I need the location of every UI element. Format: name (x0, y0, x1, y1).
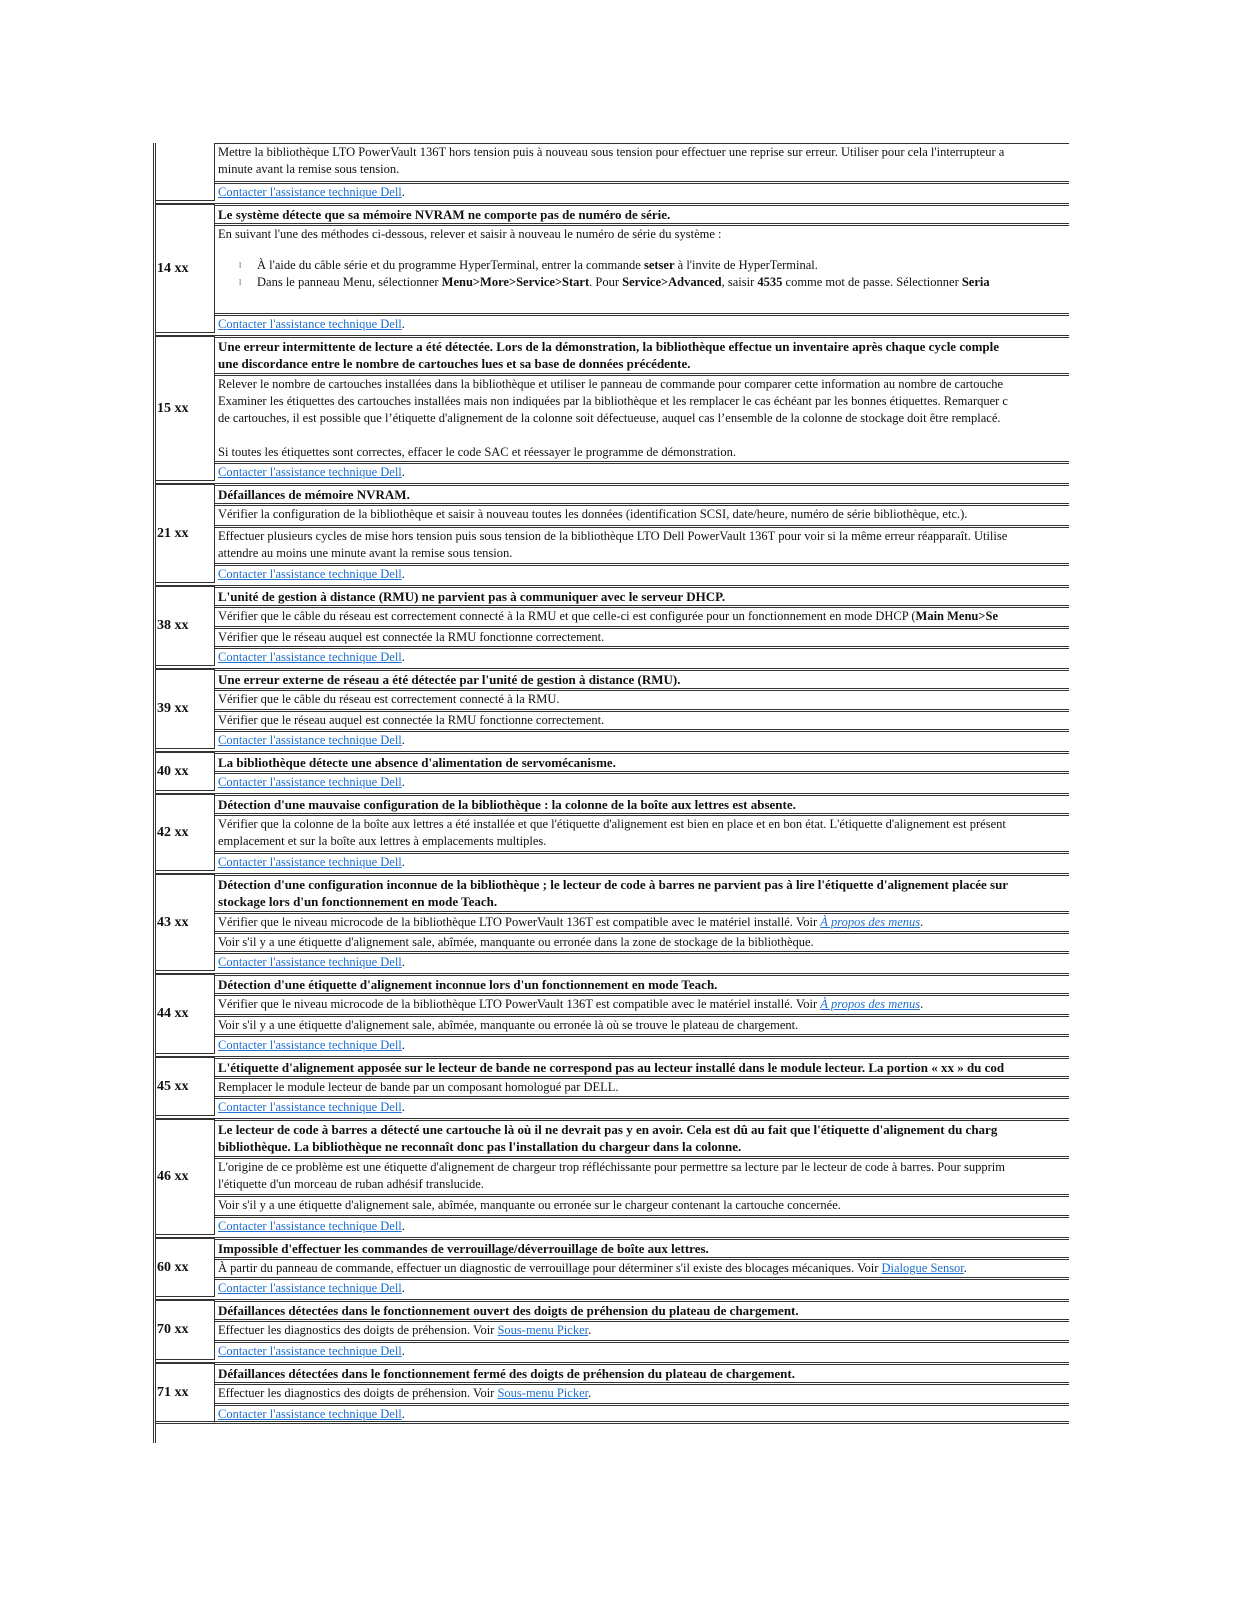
error-description: La bibliothèque détecte une absence d'alimentation de servomécanisme. (215, 751, 1069, 771)
support-cell: Contacter l'assistance technique Dell. (215, 1403, 1069, 1424)
error-description: L'étiquette d'alignement apposée sur le lecteur de bande ne correspond pas au lecteur installé dans le module lecteur. La portion « xx » du cod (215, 1056, 1069, 1076)
contact-support-link[interactable]: Contacter l'assistance technique Dell (218, 1344, 402, 1358)
error-code: 43 xx (156, 873, 215, 971)
action-text: minute avant la remise sous tension. (218, 162, 400, 176)
action-cell: Effectuer plusieurs cycles de mise hors tension puis sous tension de la bibliothèque LTO Dell PowerVault 136T pour voir si la même erreur réapparaît. Utilise attendre au moins une minute avant la remise sous tension. (215, 525, 1069, 563)
contact-support-link[interactable]: Contacter l'assistance technique Dell (218, 317, 402, 331)
action-cell: Vérifier que la colonne de la boîte aux lettres a été installée et que l'étiquette d'alignement est bien en place et en bon état. L'étiquette d'alignement est présent emplacement et sur la boîte aux lettres à emplacements multiples. (215, 813, 1069, 851)
error-code-table (153, 143, 1069, 1443)
table-row (153, 335, 1069, 481)
table-row (153, 668, 1069, 749)
action-cell: Effectuer les diagnostics des doigts de préhension. Voir Sous-menu Picker. (215, 1319, 1069, 1340)
error-code: 15 xx (156, 335, 215, 481)
support-cell: Contacter l'assistance technique Dell. (215, 1277, 1069, 1297)
action-cell: Vérifier la configuration de la bibliothèque et saisir à nouveau toutes les données (identification SCSI, date/heure, numéro de série bibliothèque, etc.). (215, 503, 1069, 525)
contact-support-link[interactable]: Contacter l'assistance technique Dell (218, 1281, 402, 1295)
table-row (153, 1056, 1069, 1116)
error-code: 71 xx (156, 1362, 215, 1424)
contact-support-link[interactable]: Contacter l'assistance technique Dell (218, 185, 402, 199)
support-cell: Contacter l'assistance technique Dell. (215, 951, 1069, 971)
error-description: Impossible d'effectuer les commandes de verrouillage/déverrouillage de boîte aux lettres. (215, 1237, 1069, 1257)
contact-support-link[interactable]: Contacter l'assistance technique Dell (218, 1407, 402, 1421)
action-cell: Voir s'il y a une étiquette d'alignement sale, abîmée, manquante ou erronée là où se trouve le plateau de chargement. (215, 1014, 1069, 1034)
error-code: 45 xx (156, 1056, 215, 1116)
about-menus-link[interactable]: À propos des menus (820, 915, 921, 929)
picker-submenu-link[interactable]: Sous-menu Picker (497, 1323, 589, 1337)
table-row (153, 793, 1069, 871)
error-description: Le système détecte que sa mémoire NVRAM ne comporte pas de numéro de série. (215, 203, 1069, 223)
contact-support-link[interactable]: Contacter l'assistance technique Dell (218, 1038, 402, 1052)
error-code: 14 xx (156, 203, 215, 333)
support-cell: Contacter l'assistance technique Dell. (215, 1034, 1069, 1054)
action-cell: À partir du panneau de commande, effectuer un diagnostic de verrouillage pour déterminer s'il existe des blocages mécaniques. Voir Dialogue Sensor. (215, 1257, 1069, 1277)
bullet-icon: l (239, 261, 242, 270)
action-cell: Remplacer le module lecteur de bande par un composant homologué par DELL. (215, 1076, 1069, 1096)
error-code: 21 xx (156, 483, 215, 583)
bullet-item: l Dans le panneau Menu, sélectionner Menu>More>Service>Start. Pour Service>Advanced, saisir 4535 comme mot de passe. Sélectionner Seria (239, 275, 990, 289)
contact-support-link[interactable]: Contacter l'assistance technique Dell (218, 775, 402, 789)
action-cell: Vérifier que le réseau auquel est connectée la RMU fonctionne correctement. (215, 626, 1069, 646)
table-row (153, 1299, 1069, 1360)
action-cell: Vérifier que le réseau auquel est connectée la RMU fonctionne correctement. (215, 709, 1069, 729)
table-row (153, 585, 1069, 666)
action-cell: Vérifier que le niveau microcode de la bibliothèque LTO PowerVault 136T est compatible avec le matériel installé. Voir À propos des menus. (215, 993, 1069, 1014)
error-description: Détection d'une étiquette d'alignement inconnue lors d'un fonctionnement en mode Teach. (215, 973, 1069, 993)
table-row-continuation (153, 143, 1069, 201)
error-description: Une erreur intermittente de lecture a été détectée. Lors de la démonstration, la bibliothèque effectue un inventaire après chaque cycle comple une discordance entre le nombre de cartouches lues et sa base de données précédente. (215, 335, 1069, 373)
support-cell: Contacter l'assistance technique Dell. (215, 771, 1069, 791)
error-description: Détection d'une mauvaise configuration de la bibliothèque : la colonne de la boîte aux lettres est absente. (215, 793, 1069, 813)
error-code: 46 xx (156, 1118, 215, 1235)
error-code: 40 xx (156, 751, 215, 791)
error-code: 38 xx (156, 585, 215, 666)
error-description: Défaillances de mémoire NVRAM. (215, 483, 1069, 503)
table-row (153, 1362, 1069, 1424)
contact-support-link[interactable]: Contacter l'assistance technique Dell (218, 733, 402, 747)
support-cell: Contacter l'assistance technique Dell. (215, 1096, 1069, 1116)
bullet-icon: l (239, 278, 242, 287)
table-row (153, 1118, 1069, 1235)
support-cell: Contacter l'assistance technique Dell. (215, 313, 1069, 333)
contact-support-link[interactable]: Contacter l'assistance technique Dell (218, 855, 402, 869)
action-text: En suivant l'une des méthodes ci-dessous, relever et saisir à nouveau le numéro de série du système : (218, 227, 722, 241)
picker-submenu-link[interactable]: Sous-menu Picker (497, 1386, 589, 1400)
error-code: 70 xx (156, 1299, 215, 1360)
action-cell: Vérifier que le câble du réseau est correctement connecté à la RMU et que celle-ci est configurée pour un fonctionnement en mode DHCP (Main Menu>Se (215, 605, 1069, 626)
support-cell: Contacter l'assistance technique Dell. (215, 461, 1069, 481)
action-cell (215, 143, 1069, 181)
action-cell: L'origine de ce problème est une étiquette d'alignement de chargeur trop réfléchissante pour permettre sa lecture par le lecteur de code à barres. Pour supprim l'étiquette d'un morceau de ruban adhésif translucide. (215, 1156, 1069, 1194)
action-cell: Voir s'il y a une étiquette d'alignement sale, abîmée, manquante ou erronée dans la zone de stockage de la bibliothèque. (215, 931, 1069, 951)
action-cell (215, 223, 1069, 313)
contact-support-link[interactable]: Contacter l'assistance technique Dell (218, 1100, 402, 1114)
dialogue-sensor-link[interactable]: Dialogue Sensor (881, 1261, 964, 1275)
error-description: Le lecteur de code à barres a détecté une cartouche là où il ne devrait pas y en avoir. Cela est dû au fait que l'étiquette d'alignement du charg bibliothèque. La bibliothèque ne reconnaît donc pas l'installation du chargeur dans la colonne. (215, 1118, 1069, 1156)
action-text: Mettre la bibliothèque LTO PowerVault 136T hors tension puis à nouveau sous tension pour effectuer une reprise sur erreur. Utiliser pour cela l'interrupteur a (218, 145, 1005, 159)
error-description: Défaillances détectées dans le fonctionnement ouvert des doigts de préhension du plateau de chargement. (215, 1299, 1069, 1319)
error-code: 42 xx (156, 793, 215, 871)
support-cell: Contacter l'assistance technique Dell. (215, 1340, 1069, 1360)
about-menus-link[interactable]: À propos des menus (820, 997, 921, 1011)
support-cell: Contacter l'assistance technique Dell. (215, 646, 1069, 666)
support-cell: Contacter l'assistance technique Dell. (215, 181, 1069, 201)
error-description: Une erreur externe de réseau a été détectée par l'unité de gestion à distance (RMU). (215, 668, 1069, 688)
action-cell: Effectuer les diagnostics des doigts de préhension. Voir Sous-menu Picker. (215, 1382, 1069, 1403)
support-cell: Contacter l'assistance technique Dell. (215, 729, 1069, 749)
error-code: 60 xx (156, 1237, 215, 1297)
table-row (153, 751, 1069, 791)
code-cell (156, 143, 215, 201)
contact-support-link[interactable]: Contacter l'assistance technique Dell (218, 1219, 402, 1233)
error-code: 44 xx (156, 973, 215, 1054)
table-row (153, 873, 1069, 971)
action-cell: Relever le nombre de cartouches installées dans la bibliothèque et utiliser le panneau de commande pour comparer cette information au nombre de cartouche Examiner les étiquettes des cartouches installées mais non indiquées par la bibliothèque et les remplacer le cas échéant par les bonnes étiquettes. Remarquer c de cartouches, il est possible que l’étiquette d'alignement de la colonne soit défectueuse, auquel cas l’ensemble de la colonne de stockage doit être remplacé. Si toutes les étiquettes sont correctes, effacer le code SAC et réessayer le programme de démonstration. (215, 373, 1069, 461)
action-cell: Vérifier que le câble du réseau est correctement connecté à la RMU. (215, 688, 1069, 709)
table-row (153, 973, 1069, 1054)
support-cell: Contacter l'assistance technique Dell. (215, 851, 1069, 871)
contact-support-link[interactable]: Contacter l'assistance technique Dell (218, 650, 402, 664)
table-row (153, 203, 1069, 333)
contact-support-link[interactable]: Contacter l'assistance technique Dell (218, 955, 402, 969)
error-description: Défaillances détectées dans le fonctionnement fermé des doigts de préhension du plateau de chargement. (215, 1362, 1069, 1382)
action-cell: Voir s'il y a une étiquette d'alignement sale, abîmée, manquante ou erronée sur le chargeur contenant la cartouche concernée. (215, 1194, 1069, 1215)
error-code: 39 xx (156, 668, 215, 749)
action-cell: Vérifier que le niveau microcode de la bibliothèque LTO PowerVault 136T est compatible avec le matériel installé. Voir À propos des menus. (215, 911, 1069, 931)
bullet-item: l À l'aide du câble série et du programme HyperTerminal, entrer la commande setser à l'invite de HyperTerminal. (239, 258, 818, 272)
table-row (153, 1237, 1069, 1297)
error-description: L'unité de gestion à distance (RMU) ne parvient pas à communiquer avec le serveur DHCP. (215, 585, 1069, 605)
support-cell: Contacter l'assistance technique Dell. (215, 563, 1069, 583)
error-description: Détection d'une configuration inconnue de la bibliothèque ; le lecteur de code à barres ne parvient pas à lire l'étiquette d'alignement placée sur stockage lors d'un fonctionnement en mode Teach. (215, 873, 1069, 911)
contact-support-link[interactable]: Contacter l'assistance technique Dell (218, 567, 402, 581)
support-cell: Contacter l'assistance technique Dell. (215, 1215, 1069, 1235)
contact-support-link[interactable]: Contacter l'assistance technique Dell (218, 465, 402, 479)
table-row (153, 483, 1069, 583)
